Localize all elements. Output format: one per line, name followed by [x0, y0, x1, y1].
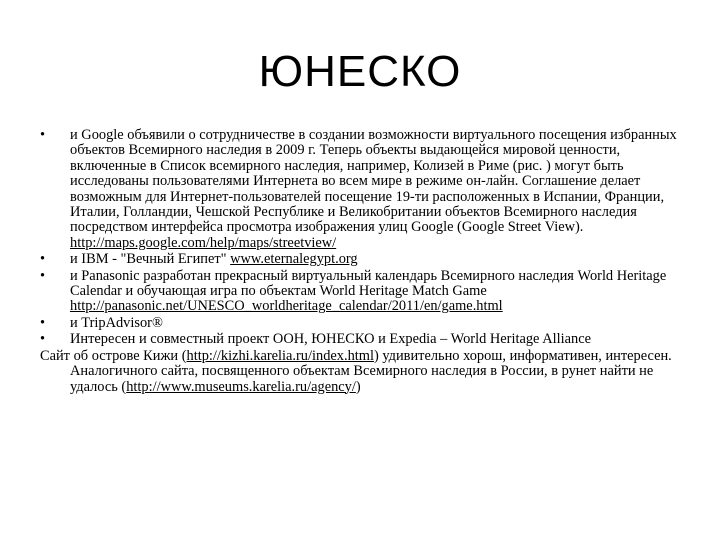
- bullet-icon: •: [40, 267, 46, 284]
- bullet-text: и IBM - "Вечный Египет": [70, 251, 227, 268]
- bullet-icon: •: [40, 331, 46, 348]
- eternalegypt-link[interactable]: www.eternalegypt.org: [230, 251, 358, 268]
- bullet-text: и Google объявили о сотрудничестве в создании возможности виртуального посещения избранных объектов Всемирного наследия в 2009 г. Теперь объекты выдающейся мировой ценности, включенные в Список всемирного наследия, например, Колизей в Риме (рис. ) могут быть исследованы пользователями Интернета во всем мире в режиме он-лайн. Соглашение делает возможным для Интернет-пользователей посещение 19-ти расположенных в Испании, Франции, Италии, Голландии, Чешской Республике и Великобритании объектов Всемирного наследия посредством интерфейса просмотра изображения улиц Google (Google Street View).: [70, 127, 677, 236]
- bullet-icon: •: [40, 127, 46, 143]
- kizhi-text-after: ): [355, 378, 361, 395]
- kizhi-paragraph: [40, 349, 686, 395]
- slide-content: [40, 128, 686, 395]
- bullet-text: Интересен и совместный проект ООН, ЮНЕСКО и Expedia – World Heritage Alliance: [70, 331, 591, 348]
- bullet-item-expedia: [40, 332, 686, 347]
- bullet-icon: •: [40, 251, 46, 268]
- panasonic-calendar-link[interactable]: http://panasonic.net/UNESCO_worldheritage_calendar/2011/en/game.html: [70, 298, 503, 315]
- kizhi-text-before: Сайт об острове Кижи (: [40, 347, 187, 364]
- bullet-text: и Panasonic разработан прекрасный виртуальный календарь Всемирного наследия World Heritage Calendar и обучающая игра по объектам World Heritage Match Game: [70, 267, 667, 300]
- kizhi-link[interactable]: http://kizhi.karelia.ru/index.html: [186, 347, 374, 364]
- museums-karelia-link[interactable]: http://www.museums.karelia.ru/agency/: [126, 378, 356, 395]
- slide-title: ЮНЕСКО: [258, 47, 462, 96]
- bullet-item-google: [40, 128, 686, 251]
- bullet-item-ibm: [40, 252, 686, 267]
- bullet-item-tripadvisor: [40, 316, 686, 331]
- bullet-text: и TripAdvisor®: [70, 314, 163, 331]
- kizhi-text-middle: ) удивительно хорош, информативен, интересен. Аналогичного сайта, посвященного объектам Всемирного наследия в России, в рунет найти не удалось (: [70, 347, 672, 395]
- bullet-item-panasonic: [40, 269, 686, 315]
- bullet-icon: •: [40, 314, 46, 331]
- google-streetview-link[interactable]: http://maps.google.com/help/maps/streetview/: [70, 234, 337, 251]
